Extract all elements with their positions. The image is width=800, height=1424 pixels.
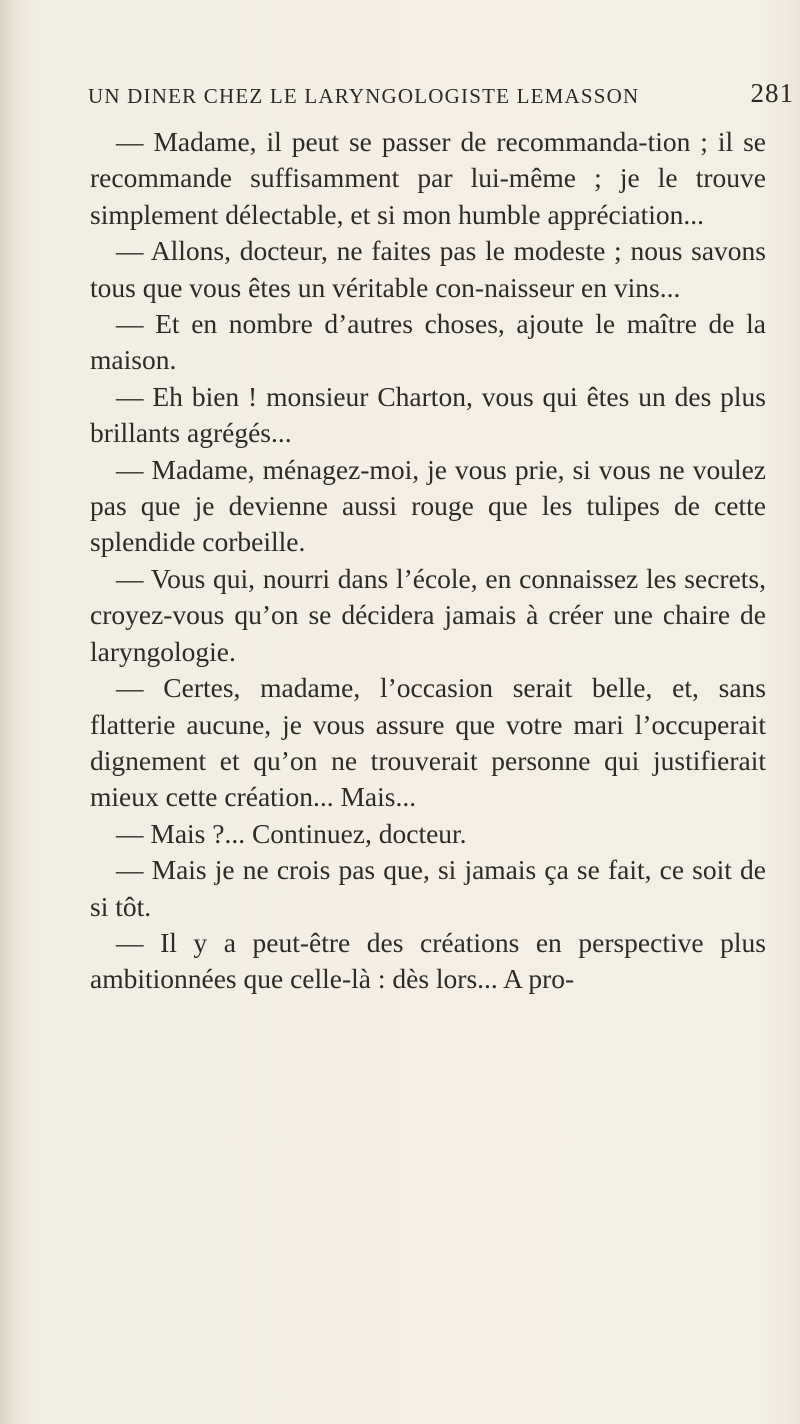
paragraph: — Madame, ménagez-moi, je vous prie, si vous ne voulez pas que je devienne aussi rouge que les tulipes de cette splendide corbeille. bbox=[90, 453, 766, 558]
paragraph: — Mais ?... Continuez, docteur. bbox=[116, 817, 467, 849]
paragraph: — Certes, madame, l’occasion serait belle, et, sans flatterie aucune, je vous assure que votre mari l’occuperait dignement et qu’on ne trouverait personne qui justifierait mieux cette création... Mais... bbox=[90, 672, 766, 813]
paragraph: — Et en nombre d’autres choses, ajoute le maître de la maison. bbox=[90, 308, 766, 376]
paragraph: — Mais je ne crois pas que, si jamais ça se fait, ce soit de si tôt. bbox=[90, 854, 766, 922]
body-text bbox=[90, 124, 766, 998]
running-head bbox=[88, 78, 794, 118]
paragraph: — Eh bien ! monsieur Charton, vous qui êtes un des plus brillants agrégés... bbox=[90, 380, 766, 449]
page-number: 281 bbox=[750, 78, 794, 108]
paragraph: — Allons, docteur, ne faites pas le modeste ; nous savons tous que vous êtes un véritable con-naisseur en vins... bbox=[90, 235, 766, 303]
paragraph: — Vous qui, nourri dans l’école, en connaissez les secrets, croyez-vous qu’on se décidera jamais à créer une chaire de laryngologie. bbox=[90, 562, 766, 667]
paragraph: — Il y a peut-être des créations en perspective plus ambitionnées que celle-là : dès lors... A pro- bbox=[90, 926, 766, 995]
paragraph: — Madame, il peut se passer de recommanda-tion ; il se recommande suffisamment par lui-même ; je le trouve simplement délectable, et si mon humble appréciation... bbox=[90, 126, 766, 230]
running-title: UN DINER CHEZ LE LARYNGOLOGISTE LEMASSON bbox=[88, 84, 640, 108]
